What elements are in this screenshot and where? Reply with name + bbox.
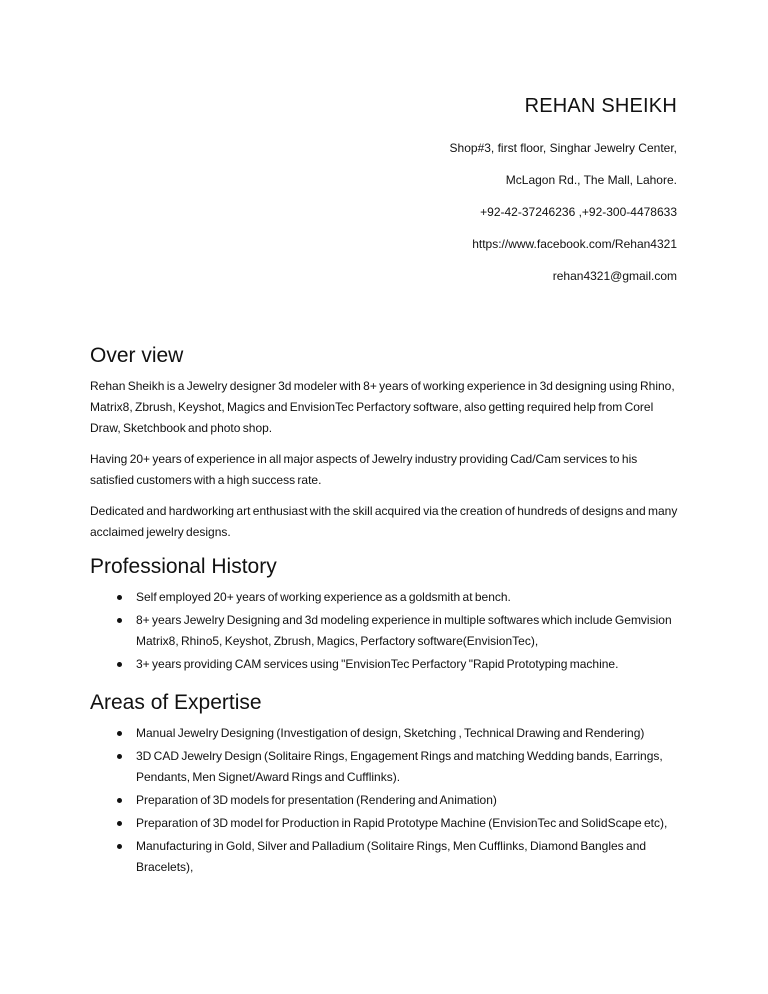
applicant-name: REHAN SHEIKH — [524, 95, 677, 117]
professional-history-heading: Professional History — [90, 555, 277, 578]
list-item-text: Manufacturing in Gold, Silver and Palladium (Solitaire Rings, Men Cufflinks, Diamond Bangles and Bracelets), — [136, 839, 647, 874]
bullet-icon — [117, 798, 122, 803]
list-item — [90, 790, 682, 811]
bullet-icon — [117, 595, 122, 600]
list-item-text: Manual Jewelry Designing (Investigation of design, Sketching , Technical Drawing and Rendering) — [136, 726, 645, 740]
bullet-icon — [117, 731, 122, 736]
email-address[interactable]: rehan4321@gmail.com — [552, 269, 677, 283]
overview-paragraph: Rehan Sheikh is a Jewelry designer 3d modeler with 8+ years of working experience in 3d designing using Rhino, Matrix8, Zbrush, Keyshot, Magics and EnvisionTec Perfactory software, also getting required help from Corel Draw, Sketchbook and photo shop. — [90, 379, 675, 435]
list-item — [90, 654, 682, 675]
facebook-link[interactable]: https://www.facebook.com/Rehan4321 — [472, 237, 677, 251]
overview-paragraph: Having 20+ years of experience in all major aspects of Jewelry industry providing Cad/Cam services to his satisfied customers with a high success rate. — [90, 452, 638, 487]
overview-section — [90, 342, 682, 543]
areas-of-expertise-section — [90, 689, 682, 878]
history-list — [90, 587, 682, 675]
areas-of-expertise-heading: Areas of Expertise — [90, 691, 262, 714]
list-item-text: 8+ years Jewelry Designing and 3d modeling experience in multiple softwares which include Gemvision Matrix8, Rhino5, Keyshot, Zbrush, Magics, Perfactory software(EnvisionTec), — [136, 613, 672, 648]
list-item-text: Preparation of 3D models for presentation (Rendering and Animation) — [136, 793, 497, 807]
overview-heading: Over view — [90, 344, 184, 367]
list-item-text: Preparation of 3D model for Production in Rapid Prototype Machine (EnvisionTec and SolidScape etc), — [136, 816, 668, 830]
list-item — [90, 723, 682, 744]
list-item — [90, 610, 682, 652]
list-item-text: 3+ years providing CAM services using "EnvisionTec Perfactory "Rapid Prototyping machine. — [136, 657, 619, 671]
phone-numbers: +92-42-37246236 ,+92-300-4478633 — [480, 205, 677, 219]
contact-header — [450, 93, 677, 301]
list-item-text: 3D CAD Jewelry Design (Solitaire Rings, Engagement Rings and matching Wedding bands, Earrings, Pendants, Men Signet/Award Rings and Cufflinks). — [136, 749, 663, 784]
expertise-list — [90, 723, 682, 878]
bullet-icon — [117, 754, 122, 759]
address-line-1: Shop#3, first floor, Singhar Jewelry Center, — [449, 141, 677, 155]
list-item — [90, 836, 682, 878]
list-item-text: Self employed 20+ years of working experience as a goldsmith at bench. — [136, 590, 511, 604]
resume-body — [90, 342, 682, 880]
list-item — [90, 746, 682, 788]
professional-history-section — [90, 553, 682, 675]
bullet-icon — [117, 618, 122, 623]
list-item — [90, 813, 682, 834]
list-item — [90, 587, 682, 608]
bullet-icon — [117, 821, 122, 826]
bullet-icon — [117, 662, 122, 667]
overview-paragraph: Dedicated and hardworking art enthusiast with the skill acquired via the creation of hundreds of designs and many acclaimed jewelry designs. — [90, 504, 678, 539]
bullet-icon — [117, 844, 122, 849]
address-line-2: McLagon Rd., The Mall, Lahore. — [505, 173, 677, 187]
